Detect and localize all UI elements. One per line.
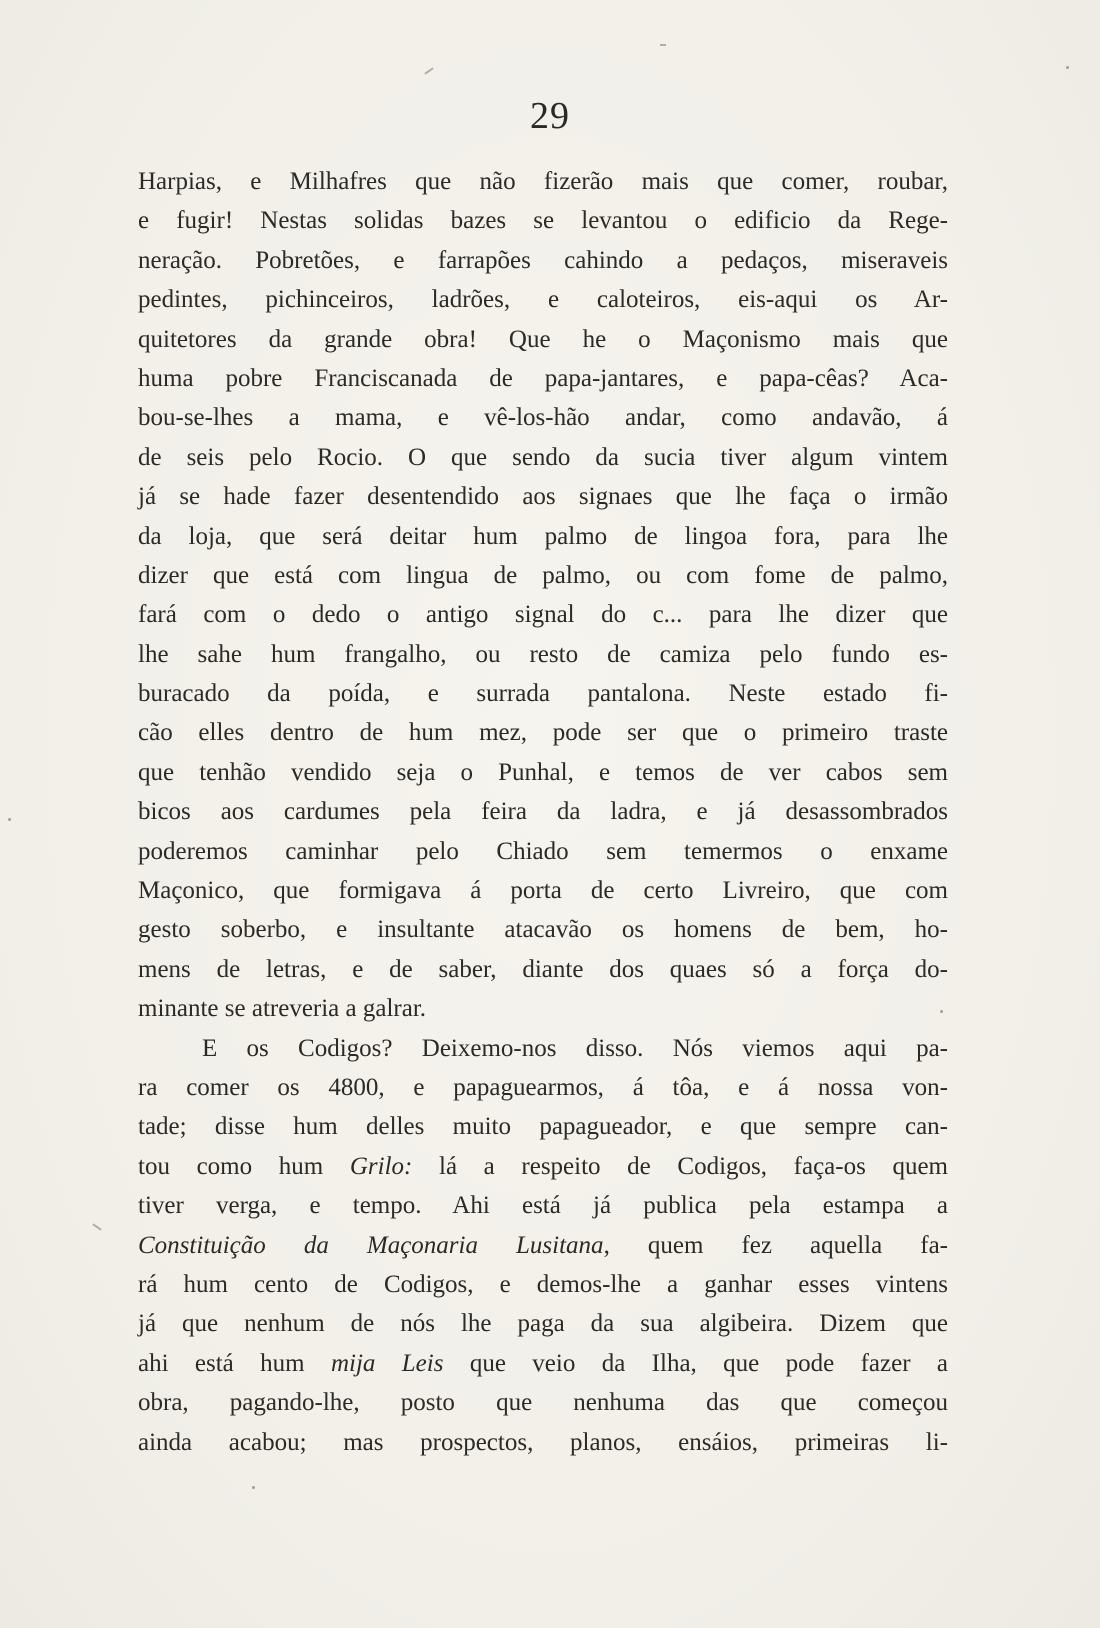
text-segment: tou como hum xyxy=(138,1152,350,1180)
paper-speck xyxy=(940,1010,943,1013)
paper-speck xyxy=(8,818,11,821)
text-segment: ahi está hum xyxy=(138,1349,331,1377)
text-line xyxy=(138,1147,948,1186)
text-line: neração. Pobretões, e farrapões cahindo a pedaços, miseraveis xyxy=(138,246,948,274)
text-line xyxy=(138,1344,948,1383)
text-line: Maçonico, que formigava á porta de certo Livreiro, que com xyxy=(138,877,948,905)
text-line: tiver verga, e tempo. Ahi está já publica pela estampa a xyxy=(138,1192,948,1220)
text-segment: que veio da Ilha, que pode fazer a xyxy=(443,1349,948,1377)
text-line: Harpias, e Milhafres que não fizerão mais que comer, roubar, xyxy=(138,168,948,195)
text-line: huma pobre Franciscanada de papa-jantares, e papa-cêas? Aca- xyxy=(138,364,948,392)
scan-mark xyxy=(424,67,433,74)
text-line: cão elles dentro de hum mez, pode ser que o primeiro traste xyxy=(138,719,948,747)
paragraph-start-line: E os Codigos? Deixemo-nos disso. Nós viemos aqui pa- xyxy=(202,1034,948,1062)
text-line: gesto soberbo, e insultante atacavão os homens de bem, ho- xyxy=(138,916,948,944)
scan-mark xyxy=(92,1223,101,1230)
text-line: rá hum cento de Codigos, e demos-lhe a ganhar esses vintens xyxy=(138,1270,948,1298)
text-line xyxy=(138,1226,948,1265)
text-line: de seis pelo Rocio. O que sendo da sucia tiver algum vintem xyxy=(138,443,948,471)
text-line: tade; disse hum delles muito papagueador, e que sempre can- xyxy=(138,1113,948,1141)
text-line: da loja, que será deitar hum palmo de lingoa fora, para lhe xyxy=(138,522,948,550)
paragraph-end-line: minante se atreveria a galrar. xyxy=(138,995,427,1023)
body-text xyxy=(138,162,948,1462)
scan-mark xyxy=(660,44,666,46)
text-line: fará com o dedo o antigo signal do c... para lhe dizer que xyxy=(138,601,948,629)
italic-text: mija Leis xyxy=(330,1349,444,1377)
text-line: obra, pagando-lhe, posto que nenhuma das que começou xyxy=(138,1389,948,1417)
text-line: que tenhão vendido seja o Punhal, e temos de ver cabos sem xyxy=(138,758,948,786)
text-line: buracado da poída, e surrada pantalona. Neste estado fi- xyxy=(138,680,948,708)
paper-speck xyxy=(252,1486,255,1489)
text-line: e fugir! Nestas solidas bazes se levantou o edificio da Rege- xyxy=(138,207,948,235)
text-line: quitetores da grande obra! Que he o Maçonismo mais que xyxy=(138,325,948,353)
italic-text: Grilo: xyxy=(349,1152,413,1180)
paper-speck xyxy=(1066,66,1069,69)
text-segment: lá a respeito de Codigos, faça-os quem xyxy=(412,1152,949,1180)
page-number: 29 xyxy=(530,95,570,137)
italic-title: Constituição da Maçonaria Lusitana xyxy=(138,1231,604,1259)
text-line: mens de letras, e de saber, diante dos quaes só a força do- xyxy=(138,955,948,983)
text-line: dizer que está com lingua de palmo, ou com fome de palmo, xyxy=(138,561,948,589)
text-line: já se hade fazer desentendido aos signaes que lhe faça o irmão xyxy=(138,483,948,511)
text-line: ainda acabou; mas prospectos, planos, ensáios, primeiras li- xyxy=(138,1428,948,1456)
text-line: ra comer os 4800, e papaguearmos, á tôa, e á nossa von- xyxy=(138,1073,948,1101)
text-line: bicos aos cardumes pela feira da ladra, e já desassombrados xyxy=(138,798,948,826)
text-line: pedintes, pichinceiros, ladrões, e caloteiros, eis-aqui os Ar- xyxy=(138,286,948,314)
text-segment: , quem fez aquella fa- xyxy=(603,1231,948,1259)
text-line: lhe sahe hum frangalho, ou resto de camiza pelo fundo es- xyxy=(138,640,948,668)
text-line: poderemos caminhar pelo Chiado sem temermos o enxame xyxy=(138,837,948,865)
text-line: já que nenhum de nós lhe paga da sua algibeira. Dizem que xyxy=(138,1310,948,1338)
text-line: bou-se-lhes a mama, e vê-los-hão andar, como andavão, á xyxy=(138,404,948,432)
